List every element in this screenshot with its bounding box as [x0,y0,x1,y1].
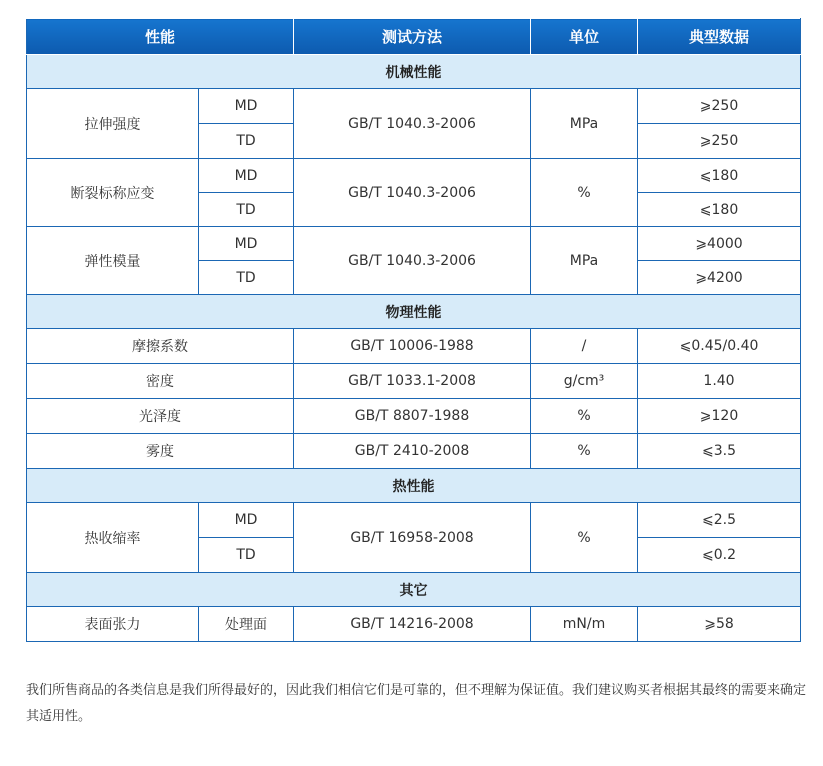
test-method: GB/T 8807-1988 [294,399,531,434]
test-method: GB/T 10006-1988 [294,329,531,364]
test-method: GB/T 2410-2008 [294,434,531,469]
typical-value: ⩾120 [638,399,801,434]
typical-value: ⩾250 [638,124,801,159]
test-method: GB/T 14216-2008 [294,607,531,642]
unit: mN/m [531,607,638,642]
typical-value: 1.40 [638,364,801,399]
table-row [27,89,801,124]
property-name: 密度 [27,364,294,399]
test-method: GB/T 1040.3-2006 [294,159,531,227]
direction-label: TD [199,261,294,295]
header-value: 典型数据 [638,19,801,55]
typical-value: ⩽180 [638,193,801,227]
test-method: GB/T 1033.1-2008 [294,364,531,399]
sub-label: 处理面 [199,607,294,642]
section-row [27,55,801,89]
typical-value: ⩽180 [638,159,801,193]
direction-label: MD [199,503,294,538]
typical-value: ⩽3.5 [638,434,801,469]
property-name: 拉伸强度 [27,89,199,159]
typical-value: ⩾58 [638,607,801,642]
unit: % [531,434,638,469]
disclaimer-note: 我们所售商品的各类信息是我们所得最好的，因此我们相信它们是可靠的，但不理解为保证值。我们建议购买者根据其最终的需要来确定其适用性。 [26,683,807,724]
typical-value: ⩾250 [638,89,801,124]
header-property: 性能 [27,19,294,55]
section-row [27,295,801,329]
table-row [27,434,801,469]
property-name: 热收缩率 [27,503,199,573]
unit: MPa [531,227,638,295]
property-name: 摩擦系数 [27,329,294,364]
section-title: 热性能 [27,469,801,503]
typical-value: ⩾4000 [638,227,801,261]
property-name: 光泽度 [27,399,294,434]
table-row [27,227,801,261]
test-method: GB/T 1040.3-2006 [294,89,531,159]
section-title: 物理性能 [27,295,801,329]
unit: g/cm³ [531,364,638,399]
section-title: 其它 [27,573,801,607]
table-row [27,159,801,193]
direction-label: TD [199,193,294,227]
direction-label: MD [199,159,294,193]
typical-value: ⩽2.5 [638,503,801,538]
table-row [27,329,801,364]
section-title: 机械性能 [27,55,801,89]
property-name: 弹性模量 [27,227,199,295]
typical-value: ⩾4200 [638,261,801,295]
property-name: 雾度 [27,434,294,469]
table-row [27,503,801,538]
unit: % [531,159,638,227]
direction-label: TD [199,538,294,573]
table-row [27,364,801,399]
direction-label: MD [199,89,294,124]
unit: % [531,503,638,573]
section-row [27,573,801,607]
property-name: 断裂标称应变 [27,159,199,227]
typical-value: ⩽0.45/0.40 [638,329,801,364]
typical-value: ⩽0.2 [638,538,801,573]
property-name: 表面张力 [27,607,199,642]
table-header [27,19,801,55]
direction-label: MD [199,227,294,261]
unit: MPa [531,89,638,159]
table-row [27,607,801,642]
direction-label: TD [199,124,294,159]
header-method: 测试方法 [294,19,531,55]
spec-table [26,18,801,642]
test-method: GB/T 1040.3-2006 [294,227,531,295]
unit: % [531,399,638,434]
header-unit: 单位 [531,19,638,55]
unit: / [531,329,638,364]
test-method: GB/T 16958-2008 [294,503,531,573]
table-row [27,399,801,434]
section-row [27,469,801,503]
